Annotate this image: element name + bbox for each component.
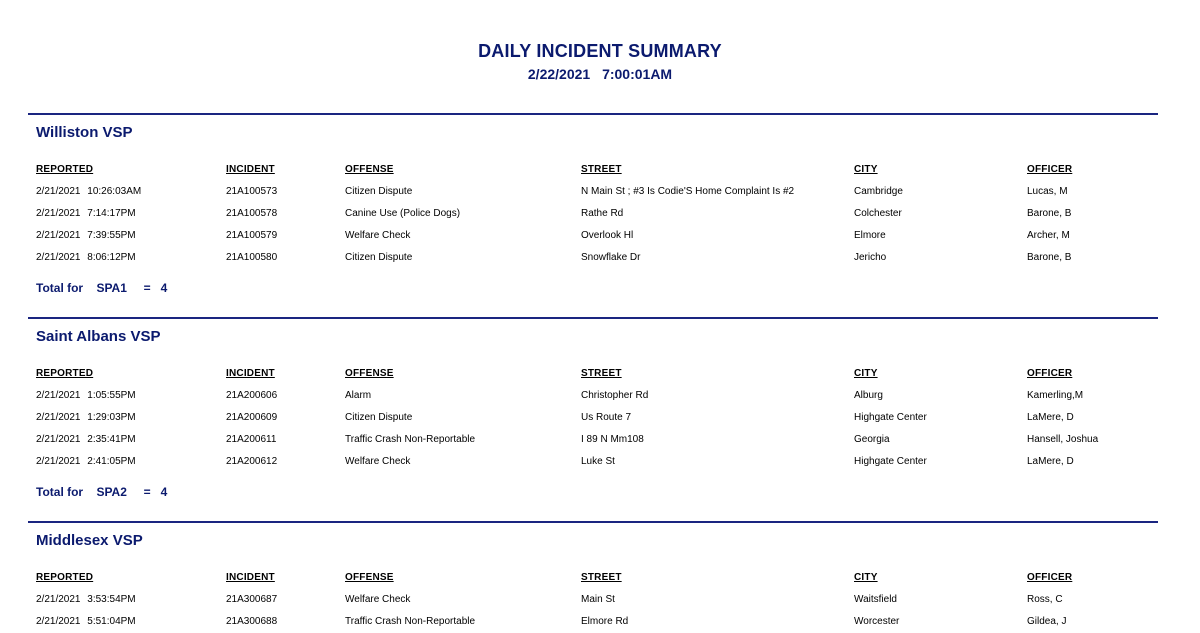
incident-cell: 21A100573 [226,186,278,197]
offense-cell: Welfare Check [345,594,411,605]
section-middlesex [28,521,1158,633]
section-total: Total for SPA1 = 4 [36,281,168,295]
incident-row [28,203,1158,225]
city-cell: Georgia [854,434,890,445]
incident-cell: 21A100579 [226,230,278,241]
street-cell: Luke St [581,456,615,467]
incident-cell: 21A100578 [226,208,278,219]
street-cell: Elmore Rd [581,616,629,627]
street-cell: N Main St ; #3 Is Codie'S Home Complaint Is #2 [581,186,795,197]
section-williston [28,113,1158,296]
officer-cell: Gildea, J [1027,616,1067,627]
offense-cell: Traffic Crash Non-Reportable [345,434,476,445]
column-header-incident: INCIDENT [226,164,275,175]
incident-cell: 21A300688 [226,616,278,627]
reported-cell: 2/21/2021 2:41:05PM [36,456,136,467]
city-cell: Colchester [854,208,902,219]
city-cell: Cambridge [854,186,903,197]
street-cell: I 89 N Mm108 [581,434,644,445]
officer-cell: Ross, C [1027,594,1063,605]
reported-cell: 2/21/2021 2:35:41PM [36,434,136,445]
city-cell: Highgate Center [854,456,927,467]
column-header-officer: OFFICER [1027,368,1073,379]
reported-cell: 2/21/2021 5:51:04PM [36,616,136,627]
column-header-street: STREET [581,164,622,175]
section-divider [28,113,1158,115]
officer-cell: Barone, B [1027,252,1072,263]
officer-cell: Barone, B [1027,208,1072,219]
column-header-offense: OFFENSE [345,572,394,583]
street-cell: Us Route 7 [581,412,632,423]
street-cell: Snowflake Dr [581,252,641,263]
incident-row [28,589,1158,611]
officer-cell: LaMere, D [1027,456,1074,467]
column-header-row [28,159,1158,181]
station-name: Saint Albans VSP [36,328,161,345]
street-cell: Christopher Rd [581,390,649,401]
reported-cell: 2/21/2021 3:53:54PM [36,594,136,605]
offense-cell: Canine Use (Police Dogs) [345,208,461,219]
offense-cell: Citizen Dispute [345,412,413,423]
reported-cell: 2/21/2021 10:26:03AM [36,186,142,197]
column-header-incident: INCIDENT [226,368,275,379]
city-cell: Alburg [854,390,883,401]
column-header-city: CITY [854,368,878,379]
section-saint-albans [28,317,1158,500]
incident-row [28,407,1158,429]
offense-cell: Welfare Check [345,230,411,241]
offense-cell: Welfare Check [345,456,411,467]
reported-cell: 2/21/2021 1:29:03PM [36,412,136,423]
column-header-reported: REPORTED [36,368,94,379]
section-divider [28,317,1158,319]
column-header-street: STREET [581,368,622,379]
column-header-street: STREET [581,572,622,583]
incident-cell: 21A200606 [226,390,278,401]
officer-cell: Archer, M [1027,230,1070,241]
offense-cell: Citizen Dispute [345,186,413,197]
column-header-offense: OFFENSE [345,368,394,379]
section-total: Total for SPA2 = 4 [36,485,168,499]
incident-row [28,247,1158,269]
incident-row [28,181,1158,203]
incident-cell: 21A100580 [226,252,278,263]
city-cell: Jericho [854,252,887,263]
incident-row [28,385,1158,407]
street-cell: Rathe Rd [581,208,624,219]
officer-cell: LaMere, D [1027,412,1074,423]
offense-cell: Citizen Dispute [345,252,413,263]
report-datetime: 2/22/2021 7:00:01AM [527,66,673,82]
incident-cell: 21A300687 [226,594,278,605]
offense-cell: Alarm [345,390,372,401]
offense-cell: Traffic Crash Non-Reportable [345,616,476,627]
reported-cell: 2/21/2021 7:14:17PM [36,208,136,219]
report-title: DAILY INCIDENT SUMMARY [478,41,722,61]
column-header-incident: INCIDENT [226,572,275,583]
incident-row [28,451,1158,473]
reported-cell: 2/21/2021 8:06:12PM [36,252,136,263]
column-header-offense: OFFENSE [345,164,394,175]
officer-cell: Hansell, Joshua [1027,434,1099,445]
incident-row [28,225,1158,247]
column-header-officer: OFFICER [1027,164,1073,175]
incident-row [28,429,1158,451]
incident-cell: 21A200611 [226,434,277,445]
column-header-row [28,363,1158,385]
city-cell: Elmore [854,230,886,241]
column-header-row [28,567,1158,589]
station-name: Williston VSP [36,124,133,141]
officer-cell: Kamerling,M [1027,390,1084,401]
station-name: Middlesex VSP [36,532,143,549]
incident-cell: 21A200612 [226,456,278,467]
officer-cell: Lucas, M [1027,186,1068,197]
street-cell: Main St [581,594,615,605]
city-cell: Highgate Center [854,412,927,423]
report-header [0,40,1200,83]
column-header-reported: REPORTED [36,572,94,583]
section-divider [28,521,1158,523]
column-header-reported: REPORTED [36,164,94,175]
column-header-officer: OFFICER [1027,572,1073,583]
column-header-city: CITY [854,572,878,583]
incident-cell: 21A200609 [226,412,278,423]
city-cell: Worcester [854,616,900,627]
reported-cell: 2/21/2021 1:05:55PM [36,390,136,401]
column-header-city: CITY [854,164,878,175]
reported-cell: 2/21/2021 7:39:55PM [36,230,136,241]
street-cell: Overlook Hl [581,230,634,241]
city-cell: Waitsfield [854,594,897,605]
